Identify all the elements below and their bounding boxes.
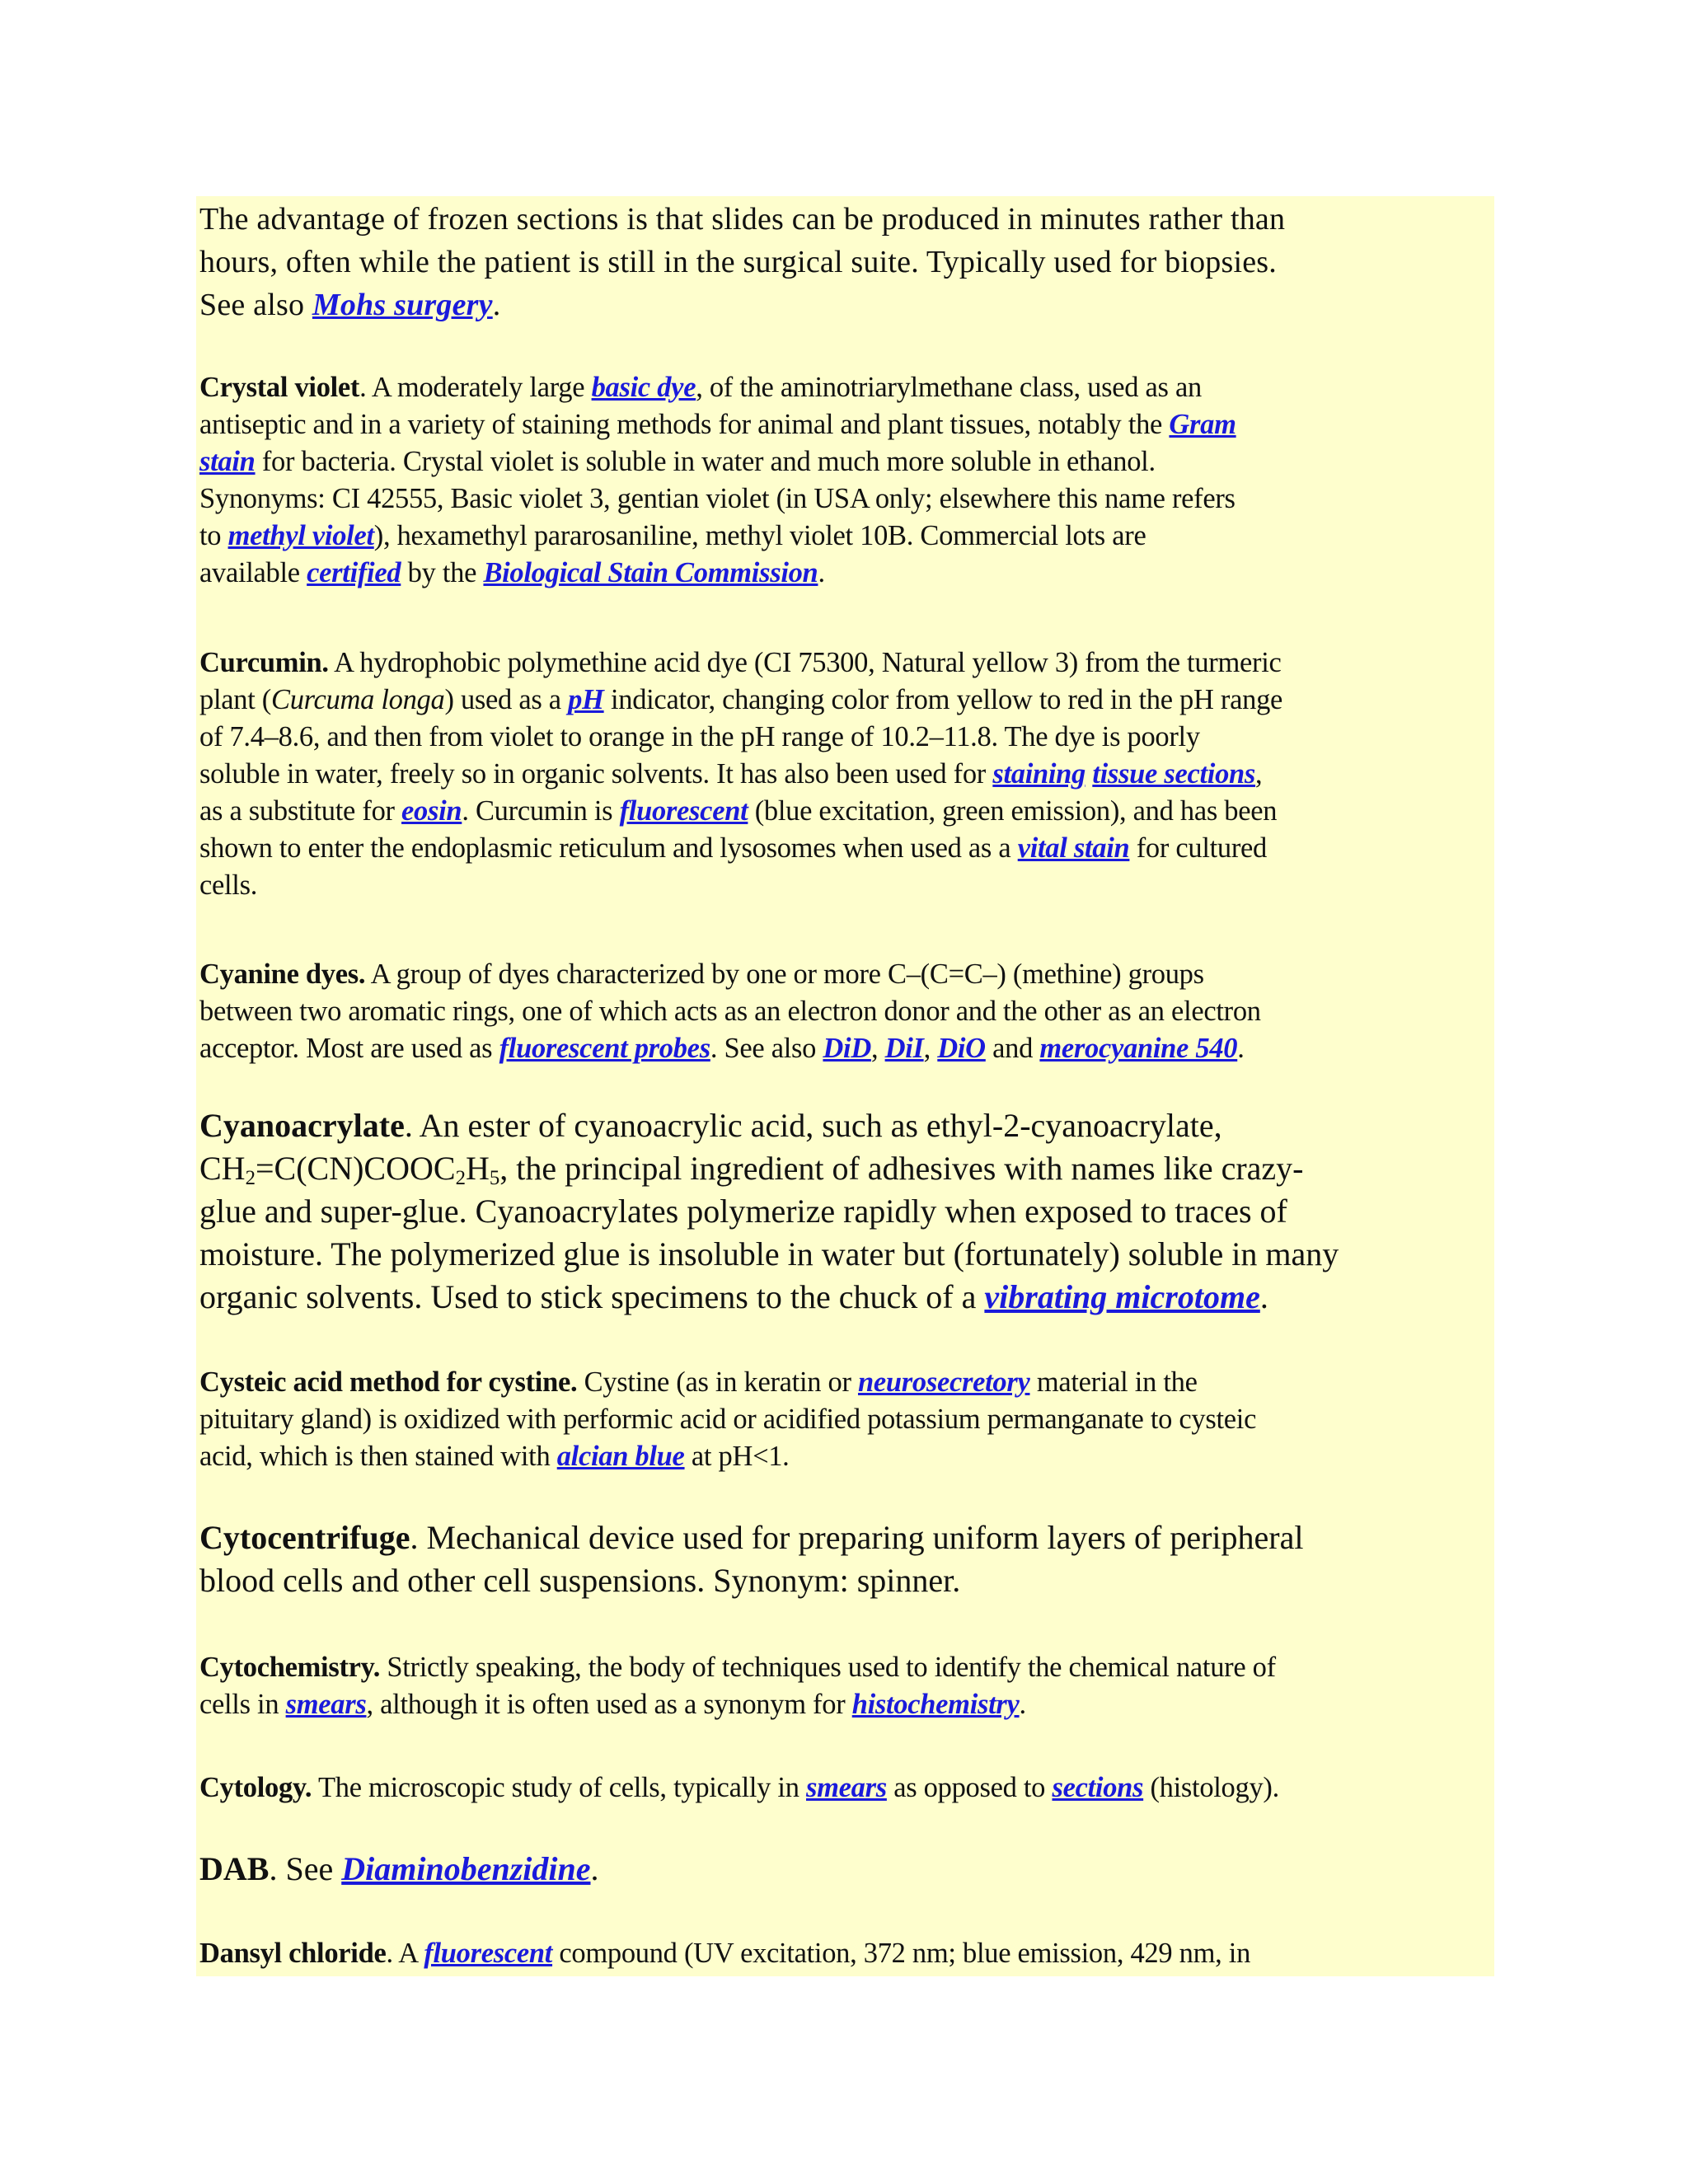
text: Cystine (as in keratin or xyxy=(577,1366,858,1398)
entry-term: Cytochemistry. xyxy=(199,1652,381,1683)
text: as opposed to xyxy=(886,1772,1053,1803)
text: . See also xyxy=(710,1033,823,1064)
entry-term: DAB xyxy=(199,1850,270,1887)
link-alcian-blue[interactable]: alcian blue xyxy=(556,1441,685,1472)
text: , xyxy=(1255,758,1263,790)
text: cells in xyxy=(199,1689,286,1720)
text: available xyxy=(199,557,307,588)
link-smears[interactable]: smears xyxy=(806,1772,887,1803)
link-smears[interactable]: smears xyxy=(285,1689,367,1720)
subscript: 5 xyxy=(489,1167,500,1190)
intro-line-3 xyxy=(199,284,1493,326)
entry-line xyxy=(199,1516,1493,1559)
entry-dab xyxy=(199,1848,1493,1891)
text: Strictly speaking, the body of techniques used to identify the chemical nature of xyxy=(380,1652,1276,1683)
entry-line xyxy=(199,756,1493,793)
entry-dansyl-chloride xyxy=(199,1935,1493,1972)
text: . xyxy=(492,288,501,322)
link-fluorescent[interactable]: fluorescent xyxy=(619,795,748,827)
text: , xyxy=(870,1033,885,1064)
text: . Curcumin is xyxy=(462,795,620,827)
text: and xyxy=(985,1033,1040,1064)
text: . A xyxy=(386,1938,424,1969)
entry-line xyxy=(199,1848,1493,1891)
link-fluorescent-probes[interactable]: fluorescent probes xyxy=(499,1033,710,1064)
text: . xyxy=(818,557,825,588)
link-certified[interactable]: certified xyxy=(307,557,401,588)
link-dio[interactable]: DiO xyxy=(937,1033,986,1064)
entry-line xyxy=(199,1935,1493,1972)
entry-line xyxy=(199,1769,1493,1807)
text: . See xyxy=(269,1850,342,1887)
link-biological-stain-commission[interactable]: Biological Stain Commission xyxy=(483,557,818,588)
chemical-formula xyxy=(199,1150,500,1190)
text: antiseptic and in a variety of staining methods for animal and plant tissues, notably the xyxy=(199,409,1170,440)
entry-line xyxy=(199,830,1493,867)
entry-line xyxy=(199,369,1493,406)
entry-term: Cytology. xyxy=(199,1772,312,1803)
entry-line: cells. xyxy=(199,869,258,901)
link-vibrating-microtome[interactable]: vibrating microtome xyxy=(984,1278,1260,1315)
text: . xyxy=(590,1850,599,1887)
entry-line xyxy=(199,518,1493,555)
link-neurosecretory[interactable]: neurosecretory xyxy=(857,1366,1030,1398)
text: . xyxy=(1237,1033,1245,1064)
subscript: 2 xyxy=(245,1167,256,1190)
text: organic solvents. Used to stick specimens to the chuck of a xyxy=(199,1278,985,1315)
entry-line xyxy=(199,406,1493,443)
entry-line xyxy=(199,1364,1493,1401)
entry-curcumin xyxy=(199,644,1493,904)
text: at pH<1. xyxy=(684,1441,790,1472)
entry-cytocentrifuge xyxy=(199,1516,1493,1602)
text: . A moderately large xyxy=(359,372,592,403)
entry-line xyxy=(199,956,1493,993)
formula-part: H xyxy=(465,1150,490,1187)
entry-line: moisture. The polymerized glue is insoluble in water but (fortunately) soluble in many xyxy=(199,1235,1339,1272)
text: to xyxy=(199,520,228,551)
text: ) used as a xyxy=(444,684,569,715)
entry-term: Crystal violet xyxy=(199,372,360,403)
link-eosin[interactable]: eosin xyxy=(401,795,462,827)
entry-term: Curcumin. xyxy=(199,647,329,678)
link-methyl-violet[interactable]: methyl violet xyxy=(227,520,374,551)
text: acceptor. Most are used as xyxy=(199,1033,499,1064)
entry-cytochemistry xyxy=(199,1649,1493,1723)
entry-term: Dansyl chloride xyxy=(199,1938,387,1969)
link-basic-dye[interactable]: basic dye xyxy=(591,372,696,403)
text: plant ( xyxy=(199,684,271,715)
link-fluorescent[interactable]: fluorescent xyxy=(424,1938,553,1969)
text: , of the aminotriarylmethane class, used as an xyxy=(696,372,1202,403)
link-mohs-surgery[interactable]: Mohs surgery xyxy=(312,288,493,322)
text: as a substitute for xyxy=(199,795,402,827)
entry-line xyxy=(199,1686,1493,1723)
entry-line xyxy=(199,1147,1493,1190)
link-gram-stain[interactable]: Gram xyxy=(1169,409,1236,440)
entry-line xyxy=(199,793,1493,830)
entry-cysteic-acid xyxy=(199,1364,1493,1475)
entry-line xyxy=(199,1438,1493,1475)
text: , xyxy=(923,1033,938,1064)
entry-line xyxy=(199,1649,1493,1686)
text: . Mechanical device used for preparing uniform layers of peripheral xyxy=(410,1519,1304,1556)
text: A hydrophobic polymethine acid dye (CI 75300, Natural yellow 3) from the turmeric xyxy=(328,647,1282,678)
text: indicator, changing color from yellow to red in the pH range xyxy=(603,684,1283,715)
entry-line xyxy=(199,644,1493,682)
text: . xyxy=(1259,1278,1268,1315)
entry-line: pituitary gland) is oxidized with performic acid or acidified potassium permanganate to cysteic xyxy=(199,1404,1257,1435)
text: for bacteria. Crystal violet is soluble in water and much more soluble in ethanol. xyxy=(255,446,1156,477)
link-ph[interactable]: pH xyxy=(568,684,604,715)
entry-line: Synonyms: CI 42555, Basic violet 3, gentian violet (in USA only; elsewhere this name refers xyxy=(199,483,1236,514)
entry-term: Cytocentrifuge xyxy=(199,1519,410,1556)
entry-cyanoacrylate xyxy=(199,1104,1493,1319)
text: acid, which is then stained with xyxy=(199,1441,557,1472)
text: material in the xyxy=(1029,1366,1198,1398)
text: for cultured xyxy=(1129,832,1268,864)
entry-term: Cyanoacrylate xyxy=(199,1107,405,1144)
text: . An ester of cyanoacrylic acid, such as ethyl-2-cyanoacrylate, xyxy=(404,1107,1222,1144)
formula-part: CH xyxy=(199,1150,246,1187)
text: compound (UV excitation, 372 nm; blue emission, 429 nm, in xyxy=(552,1938,1251,1969)
intro-line-1: The advantage of frozen sections is that slides can be produced in minutes rather than xyxy=(199,202,1286,237)
text: See also xyxy=(199,288,312,322)
link-vital-stain[interactable]: vital stain xyxy=(1017,832,1130,864)
link-staining[interactable]: staining xyxy=(992,758,1085,790)
link-gram-stain-cont[interactable]: stain xyxy=(199,446,256,477)
text: ), hexamethyl pararosaniline, methyl violet 10B. Commercial lots are xyxy=(373,520,1146,551)
entry-line xyxy=(199,555,1493,592)
entry-term: Cyanine dyes. xyxy=(199,958,366,990)
intro-paragraph xyxy=(199,198,1493,326)
link-did[interactable]: DiD xyxy=(823,1033,871,1064)
entry-line xyxy=(199,1030,1493,1067)
text: , although it is often used as a synonym for xyxy=(366,1689,852,1720)
link-tissue-sections[interactable]: tissue sections xyxy=(1092,758,1256,790)
entry-cyanine-dyes xyxy=(199,956,1493,1067)
link-sections[interactable]: sections xyxy=(1052,1772,1144,1803)
text: by the xyxy=(401,557,484,588)
text: shown to enter the endoplasmic reticulum and lysosomes when used as a xyxy=(199,832,1018,864)
text: (histology). xyxy=(1143,1772,1279,1803)
entry-line: glue and super-glue. Cyanoacrylates polymerize rapidly when exposed to traces of xyxy=(199,1193,1287,1230)
subscript: 2 xyxy=(455,1167,466,1190)
entry-line xyxy=(199,1276,1493,1319)
text: . xyxy=(1019,1689,1026,1720)
entry-line: blood cells and other cell suspensions. Synonym: spinner. xyxy=(199,1562,961,1599)
link-histochemistry[interactable]: histochemistry xyxy=(851,1689,1020,1720)
link-diaminobenzidine[interactable]: Diaminobenzidine xyxy=(341,1850,591,1887)
formula-part: =C(CN)COOC xyxy=(255,1150,456,1187)
link-dii[interactable]: DiI xyxy=(884,1033,924,1064)
text: , the principal ingredient of adhesives with names like crazy- xyxy=(499,1150,1304,1187)
text: A group of dyes characterized by one or more C–(C=C–) (methine) groups xyxy=(365,958,1204,990)
entry-term: Cysteic acid method for cystine. xyxy=(199,1366,578,1398)
entry-line xyxy=(199,682,1493,719)
entry-cytology xyxy=(199,1769,1493,1807)
entry-line xyxy=(199,443,1493,480)
text: (blue excitation, green emission), and has been xyxy=(748,795,1278,827)
text: soluble in water, freely so in organic solvents. It has also been used for xyxy=(199,758,993,790)
entry-line: between two aromatic rings, one of which acts as an electron donor and the other as an electron xyxy=(199,996,1261,1027)
link-merocyanine-540[interactable]: merocyanine 540 xyxy=(1039,1033,1238,1064)
text: The microscopic study of cells, typically in xyxy=(312,1772,806,1803)
intro-line-2: hours, often while the patient is still in the surgical suite. Typically used for biopsies. xyxy=(199,245,1277,279)
entry-line: of 7.4–8.6, and then from violet to orange in the pH range of 10.2–11.8. The dye is poorly xyxy=(199,721,1200,752)
entry-line xyxy=(199,1104,1493,1147)
latin-name: Curcuma longa xyxy=(271,684,445,715)
entry-crystal-violet xyxy=(199,369,1493,592)
